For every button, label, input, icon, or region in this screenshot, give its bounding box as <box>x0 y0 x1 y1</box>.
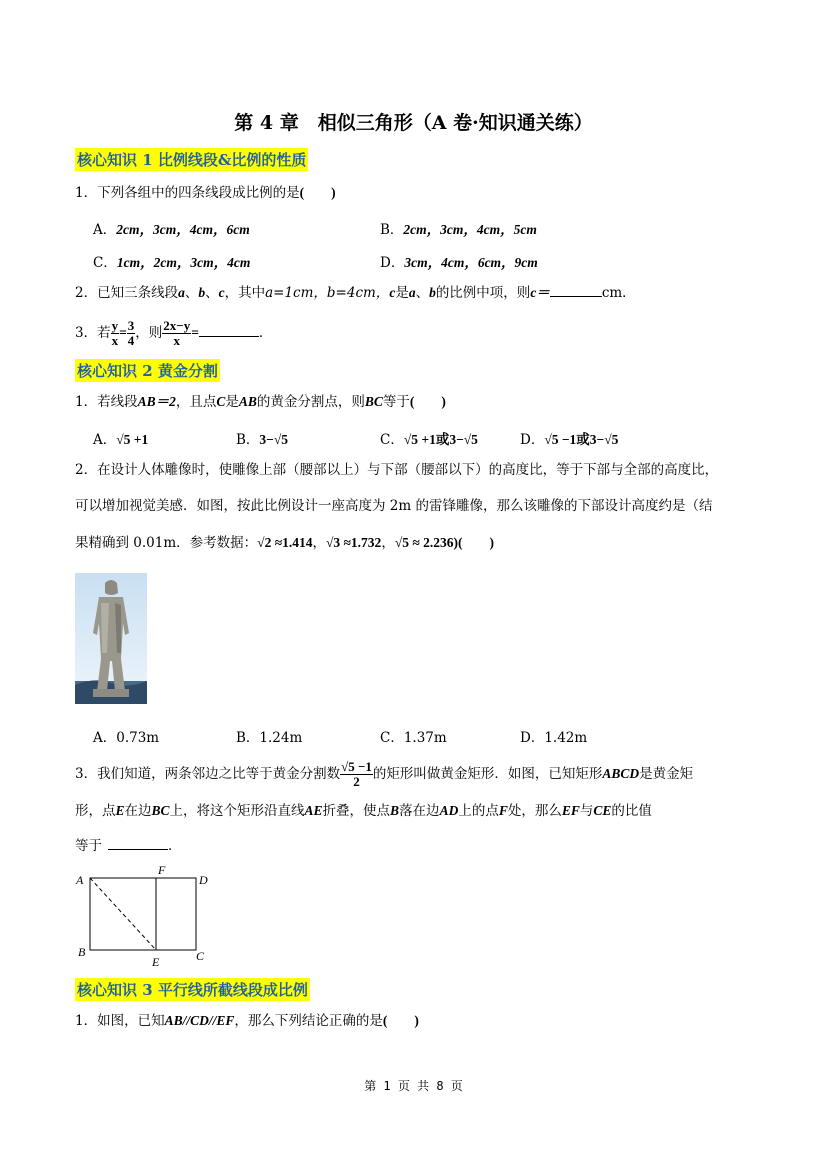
text: ． <box>168 838 182 854</box>
rectangle-abcd <box>90 878 196 950</box>
var-c: c <box>389 285 396 300</box>
answer-blank[interactable] <box>108 849 168 850</box>
option-value: 2cm，3cm，4cm，6cm <box>116 222 250 237</box>
text: 是 <box>395 285 409 301</box>
text: 1．如图，已知 <box>75 1013 165 1029</box>
text: 与 <box>579 803 594 819</box>
answer-blank[interactable] <box>550 296 602 297</box>
math: F <box>498 803 508 818</box>
text: 上的点 <box>458 803 499 819</box>
option-letter: A． <box>93 432 117 448</box>
text: 落在边 <box>399 803 440 819</box>
denominator: 2 <box>353 774 360 789</box>
var-a: a <box>178 285 185 300</box>
s1-q1-option-c[interactable] <box>93 251 250 271</box>
option-value: 3cm，4cm，6cm，9cm <box>404 255 538 270</box>
ref-sqrt2: √2 ≈1.414 <box>257 535 313 550</box>
unit: cm． <box>601 285 636 301</box>
option-value: √5 +1或3−√5 <box>403 432 478 447</box>
fold-line-ae <box>90 878 156 950</box>
s2-q2-line1: 2．在设计人体雕像时，使雕像上部（腰部以上）与下部（腰部以下）的高度比，等于下部与全部的高度比， <box>75 462 719 478</box>
option-letter: B． <box>236 432 260 448</box>
text: 的黄金分割点，则 <box>256 394 365 410</box>
equals: = <box>191 325 199 340</box>
equation: c＝ <box>530 285 550 300</box>
s1-q1-option-a[interactable] <box>93 218 250 238</box>
var-a: a <box>408 285 416 300</box>
page-footer: 第 1 页 共 8 页 <box>364 1079 463 1093</box>
ref-sqrt3: √3 ≈1.732 <box>325 535 382 550</box>
text: 形，点 <box>75 803 116 819</box>
denominator: x <box>173 333 180 348</box>
option-value: √5 −1或3−√5 <box>544 432 619 447</box>
numerator: √5 −1 <box>341 759 372 774</box>
math: BC <box>364 394 383 409</box>
paren: ( ) <box>409 394 446 409</box>
statue-image <box>75 573 147 704</box>
golden-fraction <box>340 760 373 789</box>
var-b: b <box>429 285 436 300</box>
math: E <box>115 803 125 818</box>
equals: = <box>119 325 127 340</box>
math: C <box>216 394 226 409</box>
answer-blank[interactable] <box>199 336 259 337</box>
s2-q1-option-c[interactable] <box>380 428 478 448</box>
label-b: B <box>78 945 86 959</box>
option-letter: B． <box>380 222 404 238</box>
math: AB＝2 <box>137 394 176 409</box>
section-heading-1: 核心知识 1 比例线段&比例的性质 <box>75 148 308 171</box>
condition: a=1cm，b=4cm， <box>265 285 390 301</box>
label-f: F <box>158 863 166 877</box>
s1-q3-stem <box>75 316 272 350</box>
denominator: 4 <box>127 333 135 348</box>
s2-q3-line1 <box>75 756 693 792</box>
s1-q2-stem <box>75 283 636 303</box>
text: 处，那么 <box>507 803 562 819</box>
section-heading-3: 核心知识 3 平行线所截线段成比例 <box>75 978 310 1001</box>
numerator: y <box>111 318 119 333</box>
fraction-expression <box>162 319 191 348</box>
label-e: E <box>152 955 160 969</box>
s1-q1-text: 1．下列各组中的四条线段成比例的是 <box>75 185 300 201</box>
s2-q2-line3: 果精确到 0.01m．参考数据：√2 ≈1.414，√3 ≈1.732，√5 ≈ 2.236)( ) <box>75 535 495 551</box>
text: 的矩形叫做黄金矩形．如图，已知矩形 <box>372 766 603 782</box>
text: 是黄金矩 <box>639 766 694 782</box>
option-value: 1cm，2cm，3cm，4cm <box>116 255 251 270</box>
s2-q2-line2: 可以增加视觉美感．如图，按此比例设计一座高度为 2m 的雷锋雕像，那么该雕像的下部设计高度约是（结 <box>75 498 713 514</box>
text: 3．我们知道，两条邻边之比等于黄金分割数 <box>75 766 341 782</box>
text: ，则 <box>135 325 163 341</box>
sep: 、 <box>205 285 219 301</box>
text: 的比值 <box>611 803 652 819</box>
s2-q1-option-b[interactable] <box>236 428 288 448</box>
ref-sqrt5: √5 ≈ 2.236 <box>394 535 454 550</box>
text: 2．已知三条线段 <box>75 285 179 301</box>
s1-q1-paren: ( ) <box>299 185 336 200</box>
label-c: C <box>196 949 205 963</box>
s1-q1-stem <box>75 183 336 203</box>
text: 果精确到 0.01m．参考数据： <box>75 535 258 551</box>
math: B <box>390 803 400 818</box>
math: AB//CD//EF <box>164 1013 235 1028</box>
option-value: √5 +1 <box>116 432 149 447</box>
text: 的比例中项，则 <box>435 285 531 301</box>
paren: ( ) <box>382 1013 419 1028</box>
s2-q3-line3 <box>75 836 182 856</box>
s2-q2-option-c[interactable]: C．1.37m <box>380 730 447 746</box>
s1-q1-option-b[interactable] <box>380 218 537 238</box>
text: ，那么下列结论正确的是 <box>234 1013 383 1029</box>
text: 折叠，使点 <box>322 803 391 819</box>
s2-q3-line2 <box>75 801 652 821</box>
math: AE <box>304 803 323 818</box>
math: EF <box>561 803 580 818</box>
numerator: 2x−y <box>163 318 191 333</box>
math: ABCD <box>602 766 640 781</box>
option-letter: A． <box>93 222 117 238</box>
text: ，其中 <box>224 285 266 301</box>
math: AD <box>439 803 459 818</box>
math: CE <box>593 803 612 818</box>
s3-q1-stem <box>75 1011 419 1031</box>
text: ，且点 <box>175 394 217 410</box>
text: ． <box>258 325 273 341</box>
fraction-y-over-x <box>111 319 120 348</box>
math: AB <box>238 394 257 409</box>
golden-rectangle-figure <box>74 862 214 970</box>
s2-q2-option-b[interactable]: B．1.24m <box>236 730 303 746</box>
sep: 、 <box>415 285 430 301</box>
label-a: A <box>76 873 84 887</box>
s2-q1-option-a[interactable] <box>93 428 148 448</box>
section-heading-2: 核心知识 2 黄金分割 <box>75 359 220 382</box>
math: BC <box>151 803 170 818</box>
label-d: D <box>199 873 208 887</box>
text: 3．若 <box>75 325 111 341</box>
paren: )( ) <box>453 535 495 550</box>
s2-q1-option-d[interactable] <box>520 428 618 448</box>
option-value: 2cm，3cm，4cm，5cm <box>403 222 537 237</box>
text: 上，将这个矩形沿直线 <box>169 803 305 819</box>
s2-q2-option-a[interactable]: A．0.73m <box>93 730 160 746</box>
text: 1．若线段 <box>75 394 138 410</box>
s1-q1-option-d[interactable] <box>380 251 538 271</box>
denominator: x <box>111 333 119 348</box>
var-b: b <box>198 285 206 300</box>
option-letter: D． <box>520 432 545 448</box>
text: 是 <box>225 394 239 410</box>
sep: 、 <box>184 285 199 301</box>
text: 等于 <box>75 838 102 854</box>
option-letter: C． <box>93 255 117 271</box>
option-letter: C． <box>380 432 404 448</box>
s2-q2-option-d[interactable]: D．1.42m <box>520 730 588 746</box>
s2-q1-stem <box>75 392 446 412</box>
page-title: 第 4 章 相似三角形（A 卷·知识通关练） <box>234 112 593 134</box>
var-c: c <box>218 285 225 300</box>
option-letter: D． <box>380 255 405 271</box>
text: 在边 <box>124 803 152 819</box>
numerator: 3 <box>127 318 135 333</box>
option-value: 3−√5 <box>259 432 289 447</box>
text: 等于 <box>382 394 410 410</box>
